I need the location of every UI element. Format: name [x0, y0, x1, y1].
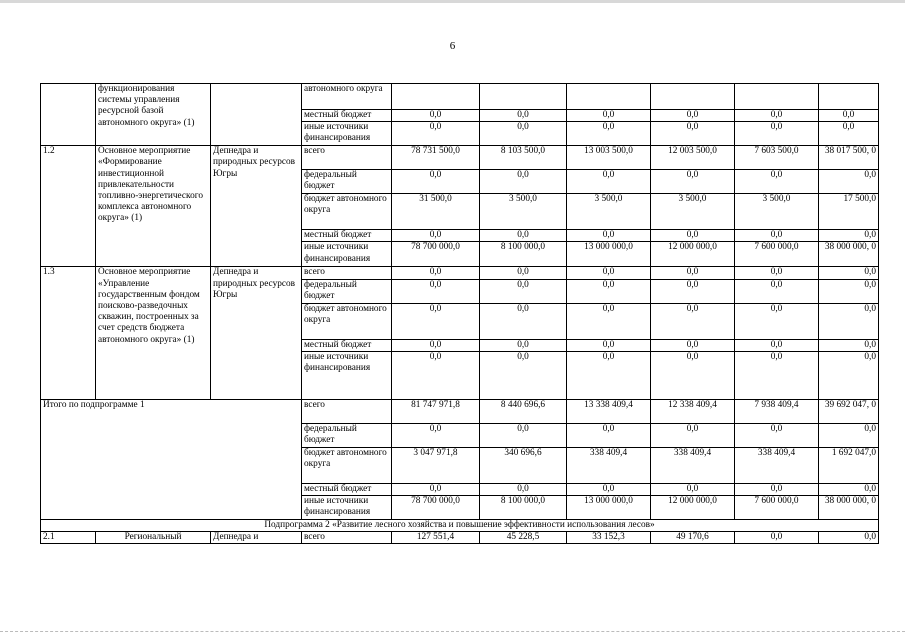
cell-value: 0,0	[819, 339, 879, 351]
cell-source: иные источники финансирования	[302, 351, 392, 399]
cell-total-label: Итого по подпрограмме 1	[41, 399, 302, 519]
cell-value: 0,0	[392, 423, 480, 447]
cell-value: 0,0	[480, 122, 567, 146]
cell-value: 0,0	[819, 122, 879, 146]
cell-value: 0,0	[567, 339, 651, 351]
cell-value: 0,0	[735, 339, 819, 351]
cell-executor: Депнедра и природных ресурсов Югры	[211, 267, 302, 399]
cell-value: 0,0	[392, 279, 480, 303]
cell-value: 78 700 000,0	[392, 496, 480, 520]
cell-value: 12 338 409,4	[651, 399, 735, 423]
cell-value: 0,0	[735, 279, 819, 303]
cell-source: иные источники финансирования	[302, 242, 392, 267]
cell-value: 78 700 000,0	[392, 242, 480, 267]
cell-value: 8 100 000,0	[480, 242, 567, 267]
cell-value: 1 692 047,0	[819, 447, 879, 483]
cell-value: 0,0	[651, 351, 735, 399]
cell-number	[41, 84, 96, 146]
table-row	[41, 267, 879, 279]
cell-value: 3 500,0	[651, 194, 735, 230]
cell-value: 0,0	[819, 230, 879, 242]
cell-value: 0,0	[819, 483, 879, 495]
cell-value: 0,0	[567, 267, 651, 279]
cell-value: 0,0	[735, 532, 819, 544]
cell-value: 0,0	[819, 532, 879, 544]
cell-activity: Региональный	[96, 532, 211, 544]
cell-value: 38 000 000, 0	[819, 242, 879, 267]
cell-value: 13 000 000,0	[567, 496, 651, 520]
cell-value: 0,0	[392, 267, 480, 279]
scan-bottom-edge	[0, 631, 905, 633]
cell-value: 0,0	[651, 339, 735, 351]
cell-value: 0,0	[567, 303, 651, 339]
cell-value	[819, 84, 879, 110]
cell-source: бюджет автономного округа	[302, 194, 392, 230]
cell-value: 0,0	[651, 230, 735, 242]
table-row	[41, 84, 879, 110]
cell-value: 0,0	[819, 110, 879, 122]
cell-value: 3 500,0	[567, 194, 651, 230]
cell-value: 0,0	[392, 110, 480, 122]
cell-value: 78 731 500,0	[392, 146, 480, 170]
cell-value: 12 003 500,0	[651, 146, 735, 170]
cell-activity: Основное мероприятие «Формирование инвестиционной привлекательности топливно-энергетического комплекса автономного округа» (1)	[96, 146, 211, 267]
cell-source: местный бюджет	[302, 110, 392, 122]
cell-value: 0,0	[480, 230, 567, 242]
cell-source: всего	[302, 399, 392, 423]
cell-value	[480, 84, 567, 110]
cell-value	[392, 84, 480, 110]
cell-number: 2.1	[41, 532, 96, 544]
cell-value: 7 600 000,0	[735, 242, 819, 267]
cell-value: 0,0	[819, 279, 879, 303]
cell-value: 0,0	[480, 110, 567, 122]
cell-value: 0,0	[651, 423, 735, 447]
cell-value: 38 017 500, 0	[819, 146, 879, 170]
cell-value: 31 500,0	[392, 194, 480, 230]
cell-activity: Основное мероприятие «Управление государственным фондом поисково-разведочных скважин, построенных за счет средств бюджета автономного округа» (1)	[96, 267, 211, 399]
cell-value	[651, 84, 735, 110]
cell-value: 45 228,5	[480, 532, 567, 544]
cell-number: 1.3	[41, 267, 96, 399]
cell-value: 17 500,0	[819, 194, 879, 230]
cell-value	[567, 84, 651, 110]
cell-value: 0,0	[567, 122, 651, 146]
cell-value: 0,0	[392, 339, 480, 351]
cell-source: всего	[302, 267, 392, 279]
cell-value: 338 409,4	[735, 447, 819, 483]
cell-value: 338 409,4	[567, 447, 651, 483]
cell-source: местный бюджет	[302, 339, 392, 351]
cell-value: 0,0	[480, 351, 567, 399]
cell-value: 7 600 000,0	[735, 496, 819, 520]
cell-executor: Депнедра и	[211, 532, 302, 544]
cell-value: 39 692 047, 0	[819, 399, 879, 423]
cell-value: 0,0	[819, 423, 879, 447]
cell-value: 0,0	[567, 483, 651, 495]
cell-value: 81 747 971,8	[392, 399, 480, 423]
cell-value: 0,0	[567, 110, 651, 122]
cell-source: федеральный бюджет	[302, 170, 392, 194]
cell-value: 0,0	[480, 267, 567, 279]
cell-value: 127 551,4	[392, 532, 480, 544]
cell-source: всего	[302, 146, 392, 170]
cell-value: 7 603 500,0	[735, 146, 819, 170]
cell-value: 0,0	[567, 351, 651, 399]
cell-value: 0,0	[651, 303, 735, 339]
cell-value: 0,0	[651, 110, 735, 122]
table-row	[41, 532, 879, 544]
cell-value: 0,0	[651, 170, 735, 194]
table-row	[41, 399, 879, 423]
cell-value: 3 500,0	[480, 194, 567, 230]
cell-value: 13 000 000,0	[567, 242, 651, 267]
cell-value: 0,0	[735, 230, 819, 242]
cell-source: автономного округа	[302, 84, 392, 110]
cell-source: иные источники финансирования	[302, 122, 392, 146]
scan-top-edge	[0, 0, 905, 3]
cell-value: 0,0	[480, 279, 567, 303]
cell-value: 0,0	[392, 122, 480, 146]
cell-value: 8 440 696,6	[480, 399, 567, 423]
cell-value: 0,0	[819, 267, 879, 279]
cell-source: иные источники финансирования	[302, 496, 392, 520]
cell-source: местный бюджет	[302, 230, 392, 242]
cell-source: федеральный бюджет	[302, 279, 392, 303]
cell-value: 338 409,4	[651, 447, 735, 483]
cell-value: 0,0	[480, 303, 567, 339]
cell-value: 0,0	[735, 170, 819, 194]
cell-value: 7 938 409,4	[735, 399, 819, 423]
cell-value: 0,0	[392, 170, 480, 194]
cell-value: 0,0	[480, 423, 567, 447]
cell-value: 0,0	[819, 351, 879, 399]
cell-value: 13 003 500,0	[567, 146, 651, 170]
cell-value: 0,0	[819, 170, 879, 194]
cell-source: федеральный бюджет	[302, 423, 392, 447]
cell-value: 0,0	[651, 122, 735, 146]
cell-value: 0,0	[735, 303, 819, 339]
cell-value: 0,0	[735, 267, 819, 279]
cell-value: 0,0	[480, 170, 567, 194]
cell-value: 12 000 000,0	[651, 242, 735, 267]
cell-value: 0,0	[735, 423, 819, 447]
page-number: 6	[449, 40, 456, 52]
cell-activity: функционирования системы управления ресурсной базой автономного округа» (1)	[96, 84, 211, 146]
cell-source: местный бюджет	[302, 483, 392, 495]
budget-table	[40, 83, 879, 544]
cell-value: 0,0	[651, 483, 735, 495]
cell-value: 340 696,6	[480, 447, 567, 483]
cell-source: всего	[302, 532, 392, 544]
cell-executor	[211, 84, 302, 146]
cell-value: 0,0	[567, 423, 651, 447]
cell-value: 0,0	[735, 483, 819, 495]
cell-value: 8 100 000,0	[480, 496, 567, 520]
cell-number: 1.2	[41, 146, 96, 267]
cell-value: 0,0	[567, 230, 651, 242]
cell-source: бюджет автономного округа	[302, 447, 392, 483]
cell-value: 33 152,3	[567, 532, 651, 544]
cell-value: 0,0	[567, 279, 651, 303]
cell-value: 38 000 000, 0	[819, 496, 879, 520]
cell-value: 3 047 971,8	[392, 447, 480, 483]
cell-value: 8 103 500,0	[480, 146, 567, 170]
cell-value: 0,0	[392, 483, 480, 495]
cell-value: 0,0	[651, 279, 735, 303]
cell-value: 0,0	[480, 483, 567, 495]
cell-value: 13 338 409,4	[567, 399, 651, 423]
table-row	[41, 146, 879, 170]
cell-value: 49 170,6	[651, 532, 735, 544]
cell-value: 12 000 000,0	[651, 496, 735, 520]
cell-value: 0,0	[392, 230, 480, 242]
cell-value: 0,0	[651, 267, 735, 279]
table-row	[41, 520, 879, 532]
cell-value: 0,0	[819, 303, 879, 339]
cell-value: 0,0	[392, 351, 480, 399]
cell-value: 0,0	[735, 110, 819, 122]
cell-value	[735, 84, 819, 110]
cell-value: 0,0	[735, 351, 819, 399]
cell-value: 3 500,0	[735, 194, 819, 230]
cell-value: 0,0	[567, 170, 651, 194]
subprogram-2-heading: Подпрограмма 2 «Развитие лесного хозяйства и повышение эффективности использования лесов»	[41, 520, 879, 532]
cell-executor: Депнедра и природных ресурсов Югры	[211, 146, 302, 267]
cell-value: 0,0	[735, 122, 819, 146]
cell-source: бюджет автономного округа	[302, 303, 392, 339]
cell-value: 0,0	[392, 303, 480, 339]
cell-value: 0,0	[480, 339, 567, 351]
